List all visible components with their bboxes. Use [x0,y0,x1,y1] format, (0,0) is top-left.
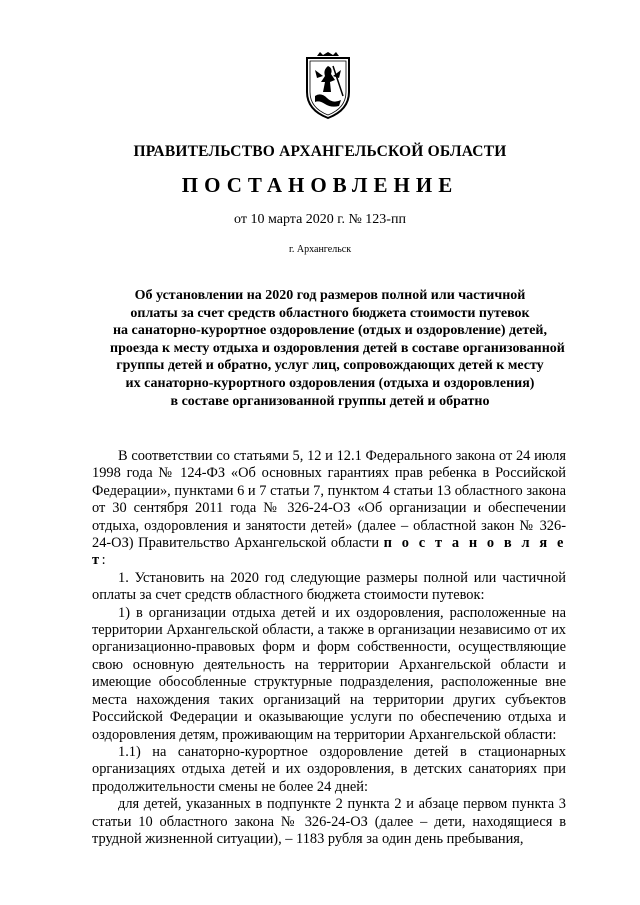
document-title [110,287,565,410]
body-paragraph-preamble [92,448,566,570]
document-type: ПОСТАНОВЛЕНИЕ [181,173,459,197]
title-line: проезда к месту отдыха и оздоровления детей в составе организованной [110,340,565,356]
decree-word: п о с т а н о в л я е т [92,535,566,569]
title-line: в составе организованной группы детей и обратно [170,393,490,409]
document-city: г. Архангельск [288,244,352,255]
body-paragraph-item-1: 1. Установить на 2020 год следующие размеры полной или частичной оплаты за счет средств областного бюджета стоимости путевок: [92,569,566,604]
body-paragraph-subitem-1-1: 1.1) на санаторно-курортное оздоровление детей в стационарных организациях отдыха детей и их оздоровления, в детских санаториях при продолжительности смены не более 24 дней: [92,743,566,795]
government-name: ПРАВИТЕЛЬСТВО АРХАНГЕЛЬСКОЙ ОБЛАСТИ [133,143,507,160]
body-paragraph-subitem-1: 1) в организации отдыха детей и их оздоровления, расположенные на территории Архангельской области, а также в организации независимо от их организационно-правовых форм и форм собственности, осуществляющие свою основную деятельность на территории Архангельской области и имеющие обособленные структурные подразделения, расположенные вне места нахождения таких организаций на территории других субъектов Российской Федерации и оказывающие услуги по обеспечению отдыха и оздоровления детям, проживающим на территории Архангельской области: [92,604,566,743]
title-line: оплаты за счет средств областного бюджета стоимости путевок [130,305,530,321]
title-line: Об установлении на 2020 год размеров полной или частичной [134,288,526,303]
body-paragraph-children-rate: для детей, указанных в подпункте 2 пункта 2 и абзаце первом пункта 3 статьи 10 областного закона № 326-24-ОЗ (далее – дети, находящиеся в трудной жизненной ситуации), – 1183 рубля за один день пребывания, [92,796,566,847]
preamble-text: В соответствии со статьями 5, 12 и 12.1 Федерального закона от 24 июля 1998 года № 124-ФЗ «Об основных гарантиях прав ребенка в Российской Федерации», пунктами 6 и 7 статьи 7, пунктом 4 статьи 13 областного закона от 30 сентября 2011 года № 326-24-ОЗ «Об организации и обеспечении отдыха, оздоровления и занятости детей» (далее – областной закон № 326-24-ОЗ) Правительство Архангельской области [92,448,566,552]
preamble-colon: : [101,552,106,569]
coat-of-arms-archangel-icon [303,52,353,120]
document-date-number: от 10 марта 2020 г. № 123-пп [234,212,406,227]
title-line: на санаторно-курортное оздоровление (отдых и оздоровление) детей, [112,323,547,339]
document-body [92,448,566,848]
title-line: группы детей и обратно, услуг лиц, сопровождающих детей к месту [116,358,544,374]
title-line: их санаторно-курортного оздоровления (отдыха и оздоровления) [125,375,535,391]
